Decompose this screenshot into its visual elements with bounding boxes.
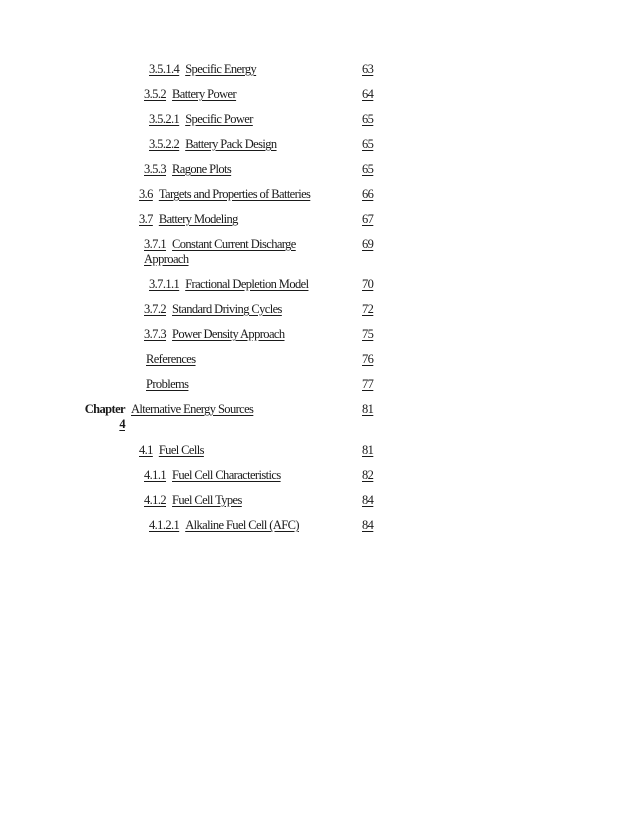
toc-entry-page[interactable]: 77 [362,377,374,391]
toc-entry-page[interactable]: 65 [362,137,374,151]
toc-entry-number[interactable]: 4.1 [139,443,153,457]
toc-entry-page[interactable]: 81 [362,443,374,457]
toc-entry-title[interactable]: Fuel Cell Characteristics [172,468,281,482]
toc-entry-page[interactable]: 64 [362,87,374,101]
toc-entry-3-5-3[interactable] [0,162,638,182]
toc-entry-number[interactable]: 3.7 [139,212,153,226]
toc-entry-number[interactable]: 3.7.1.1 [149,277,180,291]
toc-entry-title[interactable]: Fuel Cell Types [172,493,242,507]
toc-entry-title[interactable]: Battery Pack Design [185,137,277,151]
toc-entry-title[interactable]: Power Density Approach [172,327,285,341]
toc-entry-title[interactable]: Alkaline Fuel Cell (AFC) [185,518,299,532]
toc-entry-3-6[interactable] [0,187,638,207]
toc-entry-4-1-2-1[interactable] [0,518,638,538]
toc-entry-page[interactable]: 67 [362,212,374,226]
toc-entry-4-1-1[interactable] [0,468,638,488]
toc-entry-chapter-4[interactable] [0,402,638,438]
toc-entry-number[interactable]: 3.5.2.2 [149,137,180,151]
toc-entry-3-7-1[interactable] [0,237,638,273]
toc-entry-page[interactable]: 84 [362,518,374,532]
toc-entry-title[interactable]: Constant Current Discharge Approach [144,237,296,266]
toc-entry-3-7[interactable] [0,212,638,232]
toc-entry-4-1[interactable] [0,443,638,463]
toc-entry-page[interactable]: 82 [362,468,374,482]
chapter-label [77,402,125,432]
toc-entry-number[interactable]: 3.5.2 [144,87,167,101]
toc-entry-title[interactable]: Alternative Energy Sources [131,402,254,416]
toc-entry-title[interactable]: Targets and Properties of Batteries [158,187,311,201]
toc-entry-title[interactable]: Ragone Plots [172,162,232,176]
toc-entry-page[interactable]: 65 [362,112,374,126]
toc-entry-title[interactable]: Fractional Depletion Model [185,277,309,291]
toc-entry-number[interactable]: 3.7.1 [144,237,167,251]
chapter-word: Chapter [84,402,125,416]
toc-entry-page[interactable]: 66 [362,187,374,201]
toc-entry-title[interactable]: Problems [146,377,189,391]
toc-entry-problems[interactable] [0,377,638,397]
toc-entry-page[interactable]: 84 [362,493,374,507]
toc-entry-page[interactable]: 65 [362,162,374,176]
toc-entry-title[interactable]: Specific Energy [185,62,257,76]
toc-entry-title[interactable]: Battery Power [172,87,237,101]
toc-entry-number[interactable]: 4.1.1 [144,468,167,482]
toc-entry-title[interactable]: References [146,352,196,366]
toc-entry-3-5-2[interactable] [0,87,638,107]
toc-entry-number[interactable]: 4.1.2 [144,493,167,507]
toc-entry-page[interactable]: 75 [362,327,374,341]
toc-entry-4-1-2[interactable] [0,493,638,513]
toc-entry-page[interactable]: 63 [362,62,374,76]
toc-entry-page[interactable]: 81 [362,402,374,416]
toc-entry-page[interactable]: 69 [362,237,374,251]
toc-entry-title[interactable]: Specific Power [185,112,253,126]
toc-entry-number[interactable]: 4.1.2.1 [149,518,180,532]
toc-entry-3-5-2-1[interactable] [0,112,638,132]
toc-entry-number[interactable]: 3.7.3 [144,327,167,341]
toc-entry-number[interactable]: 3.7.2 [144,302,167,316]
toc-entry-page[interactable]: 72 [362,302,374,316]
toc-entry-references[interactable] [0,352,638,372]
chapter-number[interactable]: 4 [119,417,125,431]
toc-entry-number[interactable]: 3.6 [139,187,153,201]
toc-entry-title[interactable]: Fuel Cells [158,443,204,457]
toc-entry-number[interactable]: 3.5.1.4 [149,62,180,76]
toc-entry-number[interactable]: 3.5.3 [144,162,167,176]
toc-entry-3-5-1-4[interactable] [0,62,638,82]
toc-entry-3-5-2-2[interactable] [0,137,638,157]
toc-entry-title[interactable]: Battery Modeling [158,212,238,226]
toc-entry-3-7-1-1[interactable] [0,277,638,297]
toc-entry-number[interactable]: 3.5.2.1 [149,112,180,126]
toc-entry-page[interactable]: 76 [362,352,374,366]
toc-entry-3-7-3[interactable] [0,327,638,347]
toc-entry-3-7-2[interactable] [0,302,638,322]
toc-entry-page[interactable]: 70 [362,277,374,291]
toc-entry-title[interactable]: Standard Driving Cycles [172,302,282,316]
